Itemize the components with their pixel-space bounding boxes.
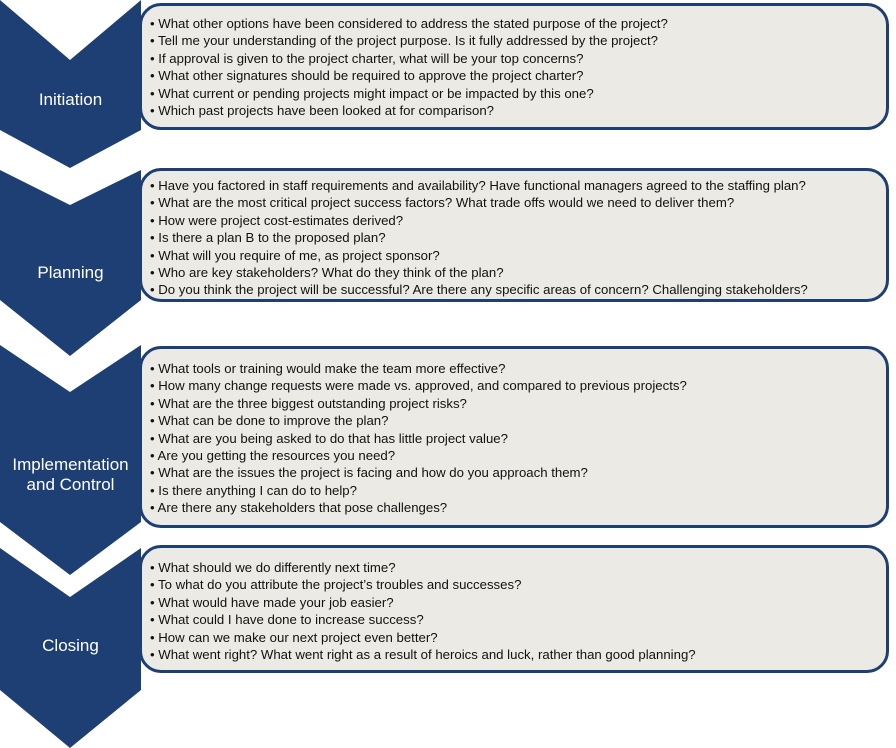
- question-item: • What are the issues the project is facing and how do you approach them?: [150, 465, 588, 481]
- question-item: • What would have made your job easier?: [150, 594, 394, 610]
- question-item: • What other signatures should be required to approve the project charter?: [150, 68, 584, 84]
- question-item: • Do you think the project will be successful? Are there any specific areas of concern? Challenging stakeholders?: [150, 282, 808, 298]
- question-item: • Are there any stakeholders that pose challenges?: [150, 500, 448, 516]
- question-item: • What other options have been considered to address the stated purpose of the project?: [150, 16, 668, 31]
- question-item: • Are you getting the resources you need?: [150, 448, 396, 464]
- question-item: • What are the three biggest outstanding project risks?: [150, 395, 467, 411]
- question-item: • Tell me your understanding of the project purpose. Is it fully addressed by the project?: [150, 33, 658, 49]
- question-item: • What current or pending projects might impact or be impacted by this one?: [150, 85, 594, 101]
- question-item: • What should we do differently next time?: [150, 560, 396, 575]
- question-item: • What are the most critical project success factors? What trade offs would we need to deliver them?: [150, 195, 735, 211]
- question-item: • What are you being asked to do that has little project value?: [150, 430, 508, 446]
- question-item: • What will you require of me, as project sponsor?: [150, 247, 440, 263]
- stage-label: Initiation: [38, 90, 103, 109]
- question-item: • What could I have done to increase success?: [150, 612, 424, 628]
- stage-label: Planning: [37, 263, 104, 282]
- stage-label: Implementation and Control: [12, 455, 129, 494]
- question-item: • If approval is given to the project charter, what will be your top concerns?: [150, 50, 584, 66]
- questions-box: [139, 545, 889, 673]
- question-item: • How many change requests were made vs. approved, and compared to previous projects?: [150, 378, 687, 394]
- stage-label: Closing: [42, 636, 99, 655]
- question-item: • What can be done to improve the plan?: [150, 413, 389, 429]
- question-item: • Is there anything I can do to help?: [150, 482, 357, 498]
- question-item: • What tools or training would make the team more effective?: [150, 361, 506, 376]
- question-item: • How were project cost-estimates derived?: [150, 212, 404, 228]
- question-item: • To what do you attribute the project’s troubles and successes?: [150, 577, 522, 593]
- question-item: • Who are key stakeholders? What do they think of the plan?: [150, 265, 504, 281]
- question-item: • How can we make our next project even better?: [150, 629, 438, 645]
- question-item: • Have you factored in staff requirements and availability? Have functional managers agreed to the staffing plan?: [150, 178, 806, 193]
- question-item: • Which past projects have been looked at for comparison?: [150, 103, 495, 119]
- question-item: • What went right? What went right as a result of heroics and luck, rather than good planning?: [150, 647, 696, 663]
- question-item: • Is there a plan B to the proposed plan?: [150, 230, 386, 246]
